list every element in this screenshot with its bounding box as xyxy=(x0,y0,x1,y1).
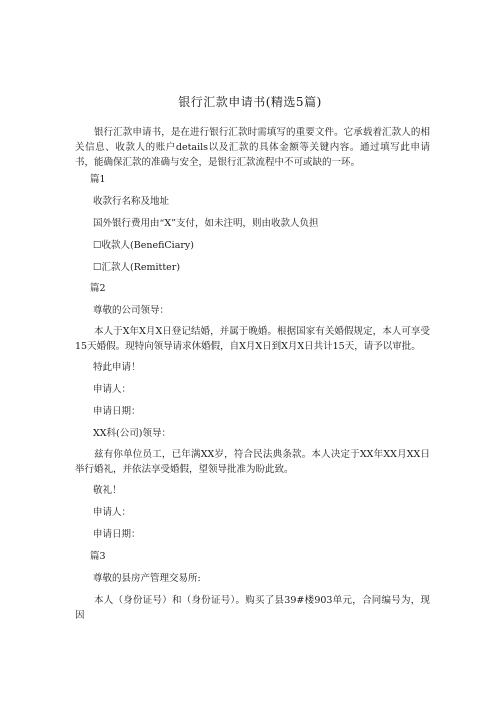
s2-applicant-2: 申请人： xyxy=(93,507,132,518)
s2-date: 申请日期： xyxy=(93,406,141,417)
s3-salutation: 尊敬的县房产管理交易所: xyxy=(93,573,201,584)
s2-request: 特此申请！ xyxy=(93,362,141,373)
section-2-heading: 篇2 xyxy=(90,283,106,294)
s2-salutation-2: XX科(公司)领导： xyxy=(93,428,171,439)
section-1-heading: 篇1 xyxy=(90,174,106,185)
s1-line-beneficiary: ☐收款人(BenefiCiary) xyxy=(93,240,194,251)
intro-paragraph: 银行汇款申请书，是在进行银行汇款时需填写的重要文件。它承载着汇款人的相关信息、收款人的账户details以及汇款的具体金额等关键内容。通过填写此申请书，能确保汇款的准确与安全，是银行汇款流程中不可或缺的一环。 xyxy=(75,127,430,168)
s2-date-2: 申请日期： xyxy=(93,529,141,540)
s2-salutation: 尊敬的公司领导： xyxy=(93,305,170,316)
document-title: 银行汇款申请书(精选5篇) xyxy=(178,95,322,109)
s1-line-bank-name: 收款行名称及地址 xyxy=(93,196,170,207)
s2-applicant: 申请人： xyxy=(93,384,132,395)
s3-body: 本人（身份证号）和（身份证号）。购买了县39#楼903单元，合同编号为，现因 xyxy=(75,595,430,621)
s1-line-remitter: ☐汇款人(Remitter) xyxy=(93,262,181,273)
s1-line-fee: 国外银行费用由“X”支付，如未注明，则由收款人负担 xyxy=(93,218,319,229)
section-3-heading: 篇3 xyxy=(90,551,106,562)
s2-body-2: 兹有你单位员工，已年满XX岁，符合民法典条款。本人决定于XX年XX月XX日举行婚礼，并依法享受婚假，望领导批准为盼此致。 xyxy=(75,449,430,475)
s2-closing: 敬礼！ xyxy=(93,485,122,496)
s2-body: 本人于X年X月X日登记结婚，并属于晚婚。根据国家有关婚假规定，本人可享受15天婚假。现特向领导请求休婚假，自X月X日到X月X日共计15天，请予以审批。 xyxy=(75,326,430,352)
